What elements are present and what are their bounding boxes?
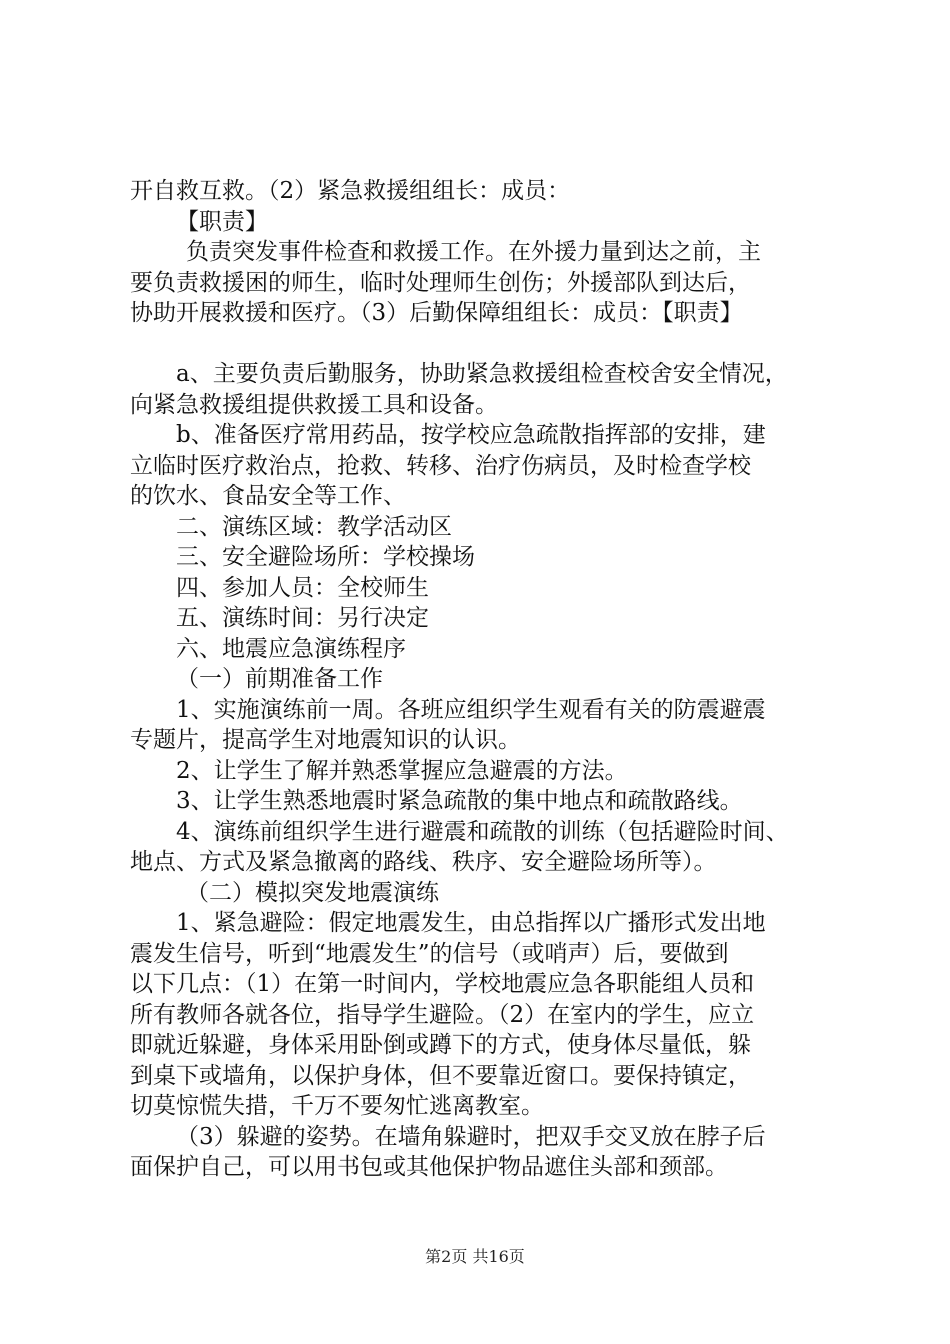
text-line: 的饮水、食品安全等工作、: [130, 483, 406, 509]
text-line: 4、演练前组织学生进行避震和疏散的训练（包括避险时间、: [176, 818, 789, 845]
text-line: 切莫惊慌失措，千万不要匆忙逃离教室。: [130, 1093, 544, 1119]
section-heading: 三、安全避险场所：学校操场: [176, 544, 475, 570]
text-line: b、准备医疗常用药品，按学校应急疏散指挥部的安排，建: [176, 422, 766, 448]
section-heading: 四、参加人员：全校师生: [176, 574, 429, 601]
text-line: 即就近躲避，身体采用卧倒或蹲下的方式，使身体尽量低，躲: [130, 1032, 751, 1058]
text-line: 到桌下或墙角，以保护身体，但不要靠近窗口。要保持镇定，: [130, 1062, 751, 1089]
subsection-heading: （一）前期准备工作: [176, 666, 383, 692]
text-line: 2、让学生了解并熟悉掌握应急避震的方法。: [176, 757, 628, 784]
blank-line: [130, 329, 850, 360]
text-line: 震发生信号，听到“地震发生”的信号（或哨声）后，要做到: [130, 940, 729, 967]
section-heading: 五、演练时间：另行决定: [176, 605, 429, 631]
text-line: 所有教师各就各位，指导学生避险。（2）在室内的学生，应立: [130, 1001, 755, 1028]
text-line: a、主要负责后勤服务，协助紧急救援组检查校舍安全情况，: [176, 361, 788, 387]
section-heading: 六、地震应急演练程序: [176, 635, 406, 662]
text-line: 3、让学生熟悉地震时紧急疏散的集中地点和疏散路线。: [176, 788, 743, 814]
text-line: 立临时医疗救治点，抢救、转移、治疗伤病员，及时检查学校: [130, 452, 751, 479]
text-line: 向紧急救援组提供救援工具和设备。: [130, 391, 498, 418]
subsection-heading: （二）模拟突发地震演练: [186, 879, 439, 906]
text-line: 【职责】: [176, 208, 268, 235]
text-line: 协助开展救援和医疗。（3）后勤保障组组长：成员：【职责】: [130, 300, 743, 326]
text-line: 1、紧急避险：假定地震发生，由总指挥以广播形式发出地: [176, 910, 766, 936]
page-footer: 第2页 共16页: [425, 1247, 525, 1266]
text-line: 面保护自己，可以用书包或其他保护物品遮住头部和颈部。: [130, 1154, 728, 1180]
text-line: 开自救互救。（2）紧急救援组组长：成员：: [130, 178, 571, 204]
text-line: （3）躲避的姿势。在墙角躲避时，把双手交叉放在脖子后: [176, 1123, 766, 1150]
body-text: [130, 176, 850, 1183]
section-heading: 二、演练区域：教学活动区: [176, 513, 452, 540]
text-line: 专题片，提高学生对地震知识的认识。: [130, 727, 521, 753]
text-line: 以下几点：（1）在第一时间内，学校地震应急各职能组人员和: [130, 971, 755, 997]
text-line: 地点、方式及紧急撤离的路线、秩序、安全避险场所等）。: [130, 849, 717, 875]
text-line: 负责突发事件检查和救援工作。在外援力量到达之前，主: [186, 239, 761, 265]
text-line: 要负责救援困的师生，临时处理师生创伤；外援部队到达后，: [130, 269, 751, 296]
text-line: 1、实施演练前一周。各班应组织学生观看有关的防震避震: [176, 696, 766, 723]
